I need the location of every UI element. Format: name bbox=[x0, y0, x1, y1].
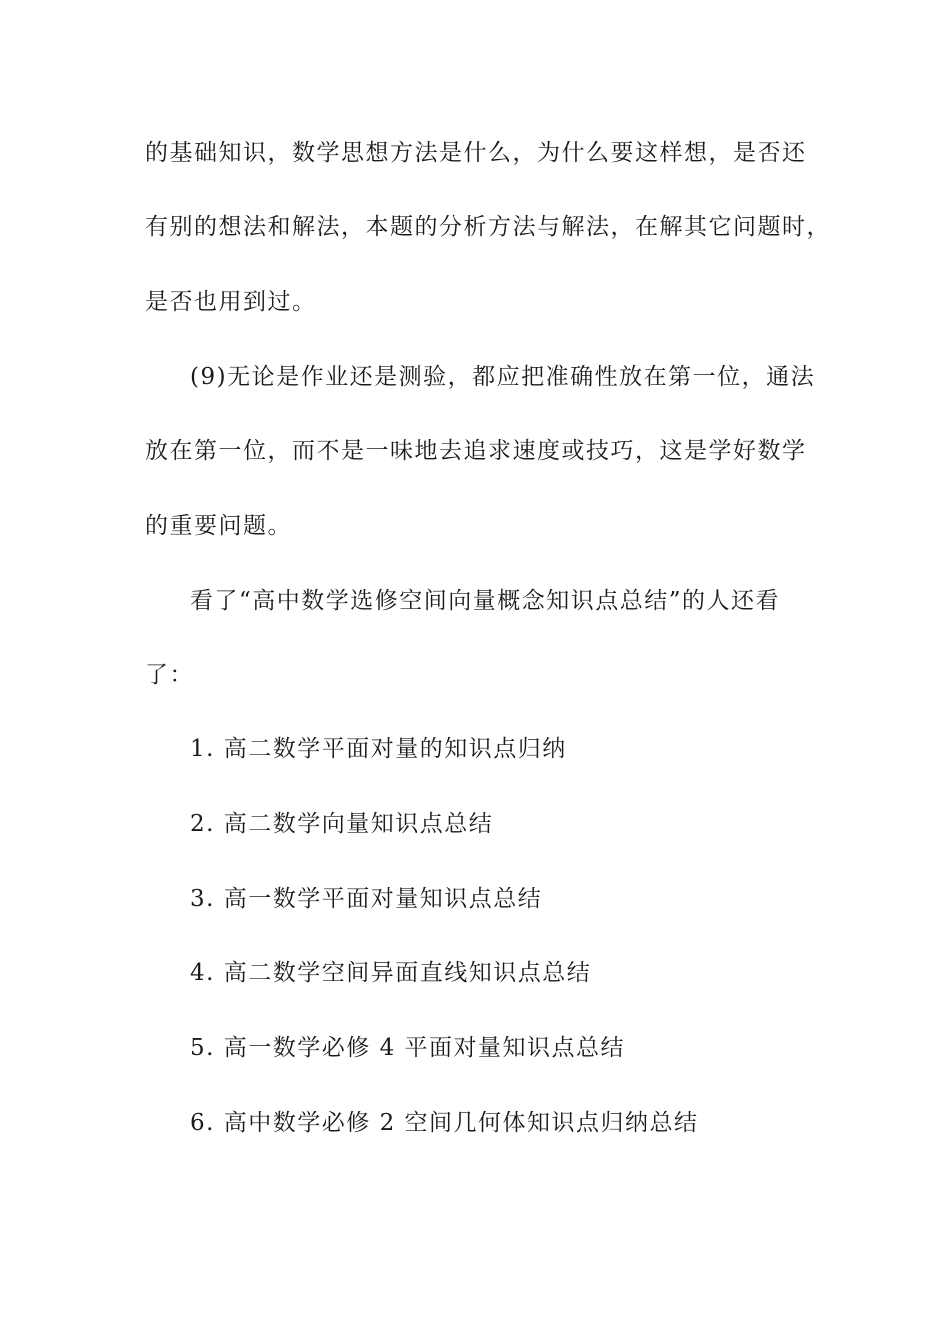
related-list-item-6: 6. 高中数学必修 2 空间几何体知识点归纳总结 bbox=[190, 1110, 699, 1136]
paragraph-3-line-2: 了： bbox=[145, 662, 194, 688]
paragraph-2-line-1: (9)无论是作业还是测验，都应把准确性放在第一位，通法 bbox=[190, 364, 816, 390]
paragraph-1-line-1: 的基础知识，数学思想方法是什么，为什么要这样想，是否还 bbox=[145, 140, 807, 166]
related-list-item-5: 5. 高一数学必修 4 平面对量知识点总结 bbox=[190, 1035, 626, 1061]
paragraph-2-line-3: 的重要问题。 bbox=[145, 513, 292, 539]
paragraph-1-line-2: 有别的想法和解法，本题的分析方法与解法，在解其它问题时， bbox=[145, 214, 831, 240]
paragraph-3-line-1: 看了“高中数学选修空间向量概念知识点总结”的人还看 bbox=[190, 588, 781, 614]
related-list-item-1: 1. 高二数学平面对量的知识点归纳 bbox=[190, 736, 567, 762]
related-list-item-4: 4. 高二数学空间异面直线知识点总结 bbox=[190, 960, 592, 986]
paragraph-2-line-2: 放在第一位，而不是一味地去追求速度或技巧，这是学好数学 bbox=[145, 438, 807, 464]
paragraph-1-line-3: 是否也用到过。 bbox=[145, 289, 317, 315]
related-list-item-3: 3. 高一数学平面对量知识点总结 bbox=[190, 886, 543, 912]
related-list-item-2: 2. 高二数学向量知识点总结 bbox=[190, 811, 494, 837]
